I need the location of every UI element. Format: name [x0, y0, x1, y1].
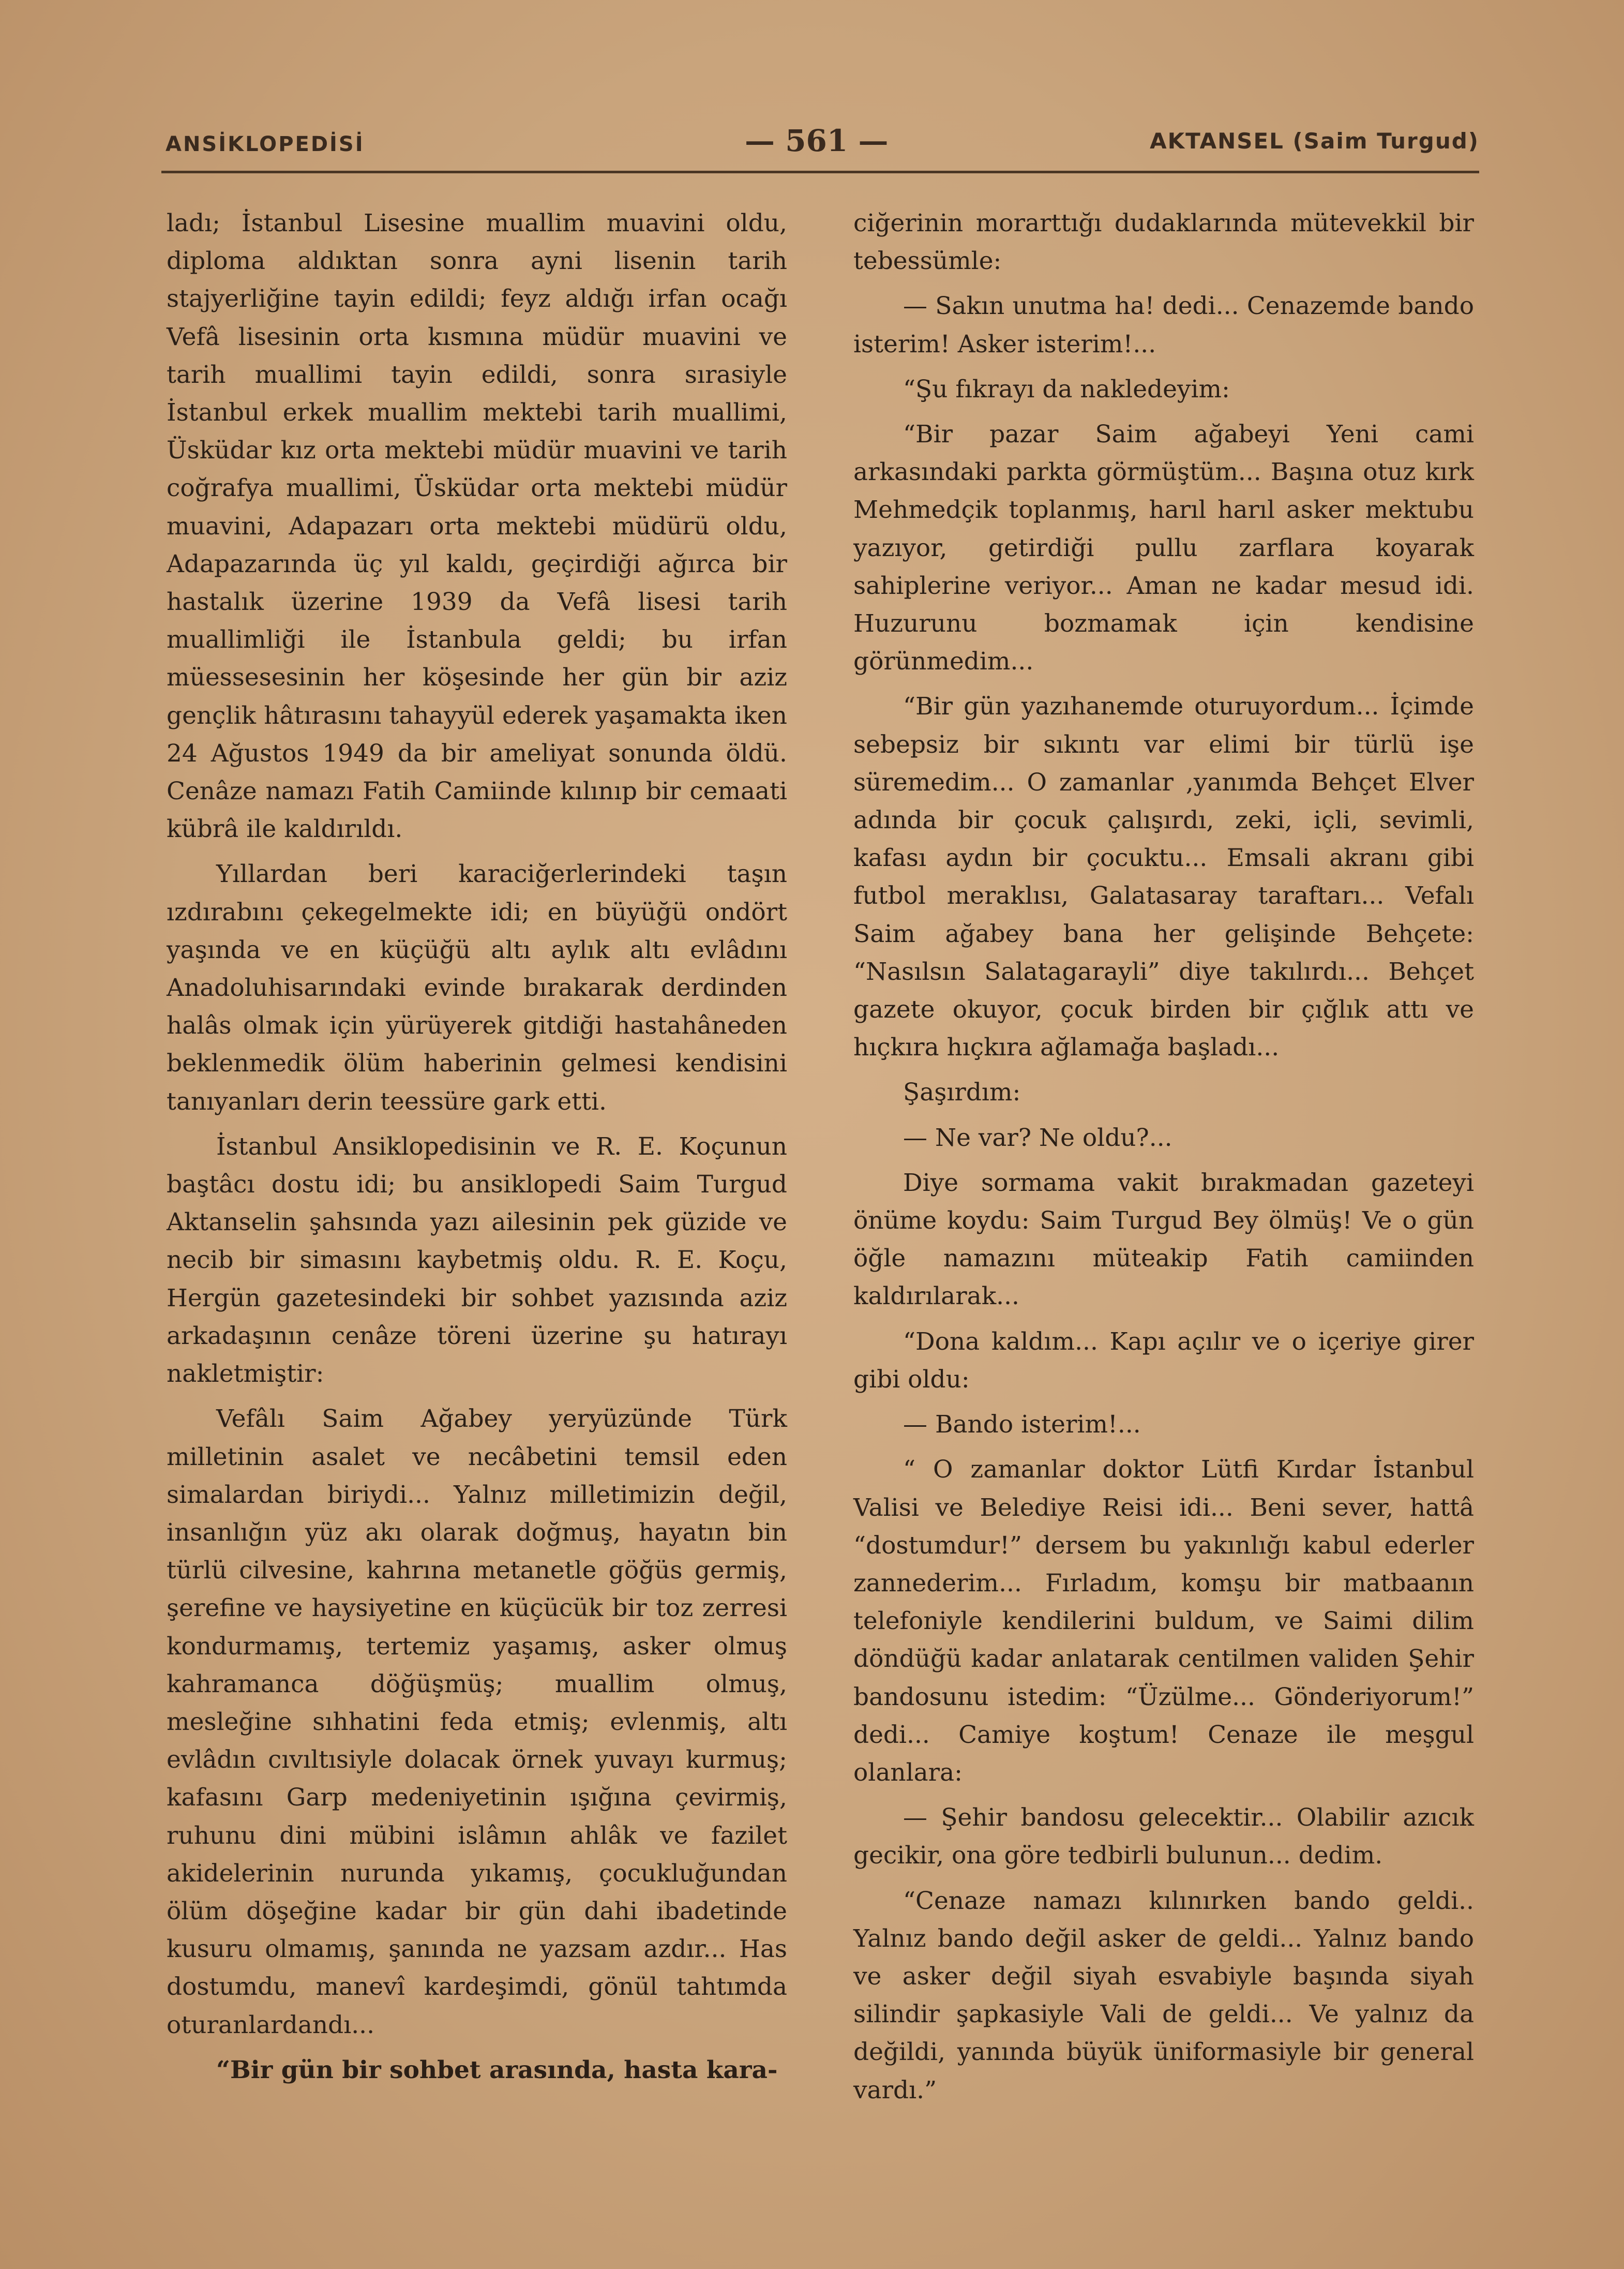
page-header [166, 123, 1479, 170]
paragraph: “Bir gün bir sohbet arasında, hasta kara- [216, 2055, 778, 2084]
paragraph: — Şehir bandosu gelecektir... Olabilir azıcık gecikir, ona göre tedbirli bulunun... dedim. [853, 1803, 1474, 1870]
page-number: — 561 — [745, 123, 889, 158]
paragraph: “Dona kaldım... Kapı açılır ve o içeriye girer gibi oldu: [853, 1327, 1474, 1394]
left-column [167, 204, 787, 2096]
paragraph: Vefâlı Saim Ağabey yeryüzünde Türk milletinin asalet ve necâbetini temsil eden simalardan biriydi... Yalnız milletimizin değil, insanlığın yüz akı olarak doğmuş, hayatın bin türlü cilvesine, kahrına metanetle göğüs germiş, şerefine ve haysiyetine en küçücük bir toz zerresi kondurmamış, tertemiz yaşamış, asker olmuş kahramanca döğüşmüş; muallim olmuş, mesleğine sıhhatini feda etmiş; evlenmiş, altı evlâdın cıvıltısiyle dolacak örnek yuvayı kurmuş; kafasını Garp medeniyetinin ışığına çevirmiş, ruhunu dini mübini islâmın ahlâk ve fazilet akidelerinin nurunda yıkamış, çocukluğundan ölüm döşeğine kadar bir gün dahi ibadetinde kusuru olmamış, şanında ne yazsam azdır... Has dostumdu, manevî kardeşimdi, gönül tahtımda oturanlardandı... [167, 1405, 787, 2039]
paragraph: — Bando isterim!... [903, 1410, 1141, 1439]
paragraph: İstanbul Ansiklopedisinin ve R. E. Koçunun baştâcı dostu idi; bu ansiklopedi Saim Turgud Aktanselin şahsında yazı ailesinin pek güzide ve necib bir simasını kaybetmiş oldu. R. E. Koçu, Hergün gazetesindeki bir sohbet yazısında aziz arkadaşının cenâze töreni üzerine şu hatırayı nakletmiştir: [167, 1132, 787, 1389]
paragraph: Şaşırdım: [903, 1078, 1021, 1107]
paragraph: “Cenaze namazı kılınırken bando geldi.. Yalnız bando değil asker de geldi... Yalnız bando ve asker değil siyah esvabiyle başında siyah silindir şapkasiyle Vali de geldi... Ve yalnız da değildi, yanında büyük üniformasiyle bir general vardı.” [853, 1886, 1474, 2104]
header-section-title: ANSİKLOPEDİSİ [166, 132, 365, 156]
paragraph: “Bir pazar Saim ağabeyi Yeni cami arkasındaki parkta görmüştüm... Başına otuz kırk Mehmedçik toplanmış, harıl harıl asker mektubu yazıyor, getirdiği pullu zarflara koyarak sahiplerine veriyor... Aman ne kadar mesud idi. Huzurunu bozmamak için kendisine görünmedim... [853, 420, 1474, 676]
paragraph: “Şu fıkrayı da nakledeyim: [903, 375, 1230, 404]
paragraph: “Bir gün yazıhanemde oturuyordum... İçimde sebepsiz bir sıkıntı var elimi bir türlü işe süremedim... O zamanlar ,yanımda Behçet Elver adında bir çocuk çalışırdı, zeki, içli, sevimli, kafası aydın bir çocuktu... Emsali akranı gibi futbol meraklısı, Galatasaray taraftarı... Vefalı Saim ağabey bana her gelişinde Behçete: “Nasılsın Salatagarayli” diye takılırdı... Behçet gazete okuyor, çocuk birden bir çığlık attı ve hıçkıra hıçkıra ağlamağa başladı... [853, 692, 1474, 1062]
paragraph: ladı; İstanbul Lisesine muallim muavini oldu, diploma aldıktan sonra ayni lisenin tarih stajyerliğine tayin edildi; feyz aldığı irfan ocağı Vefâ lisesinin orta kısmına müdür muavini ve tarih muallimi tayin edildi, sonra sırasiyle İstanbul erkek muallim mektebi tarih muallimi, Üsküdar kız orta mektebi müdür muavini ve tarih coğrafya muallimi, Üsküdar orta mektebi müdür muavini, Adapazarı orta mektebi müdürü oldu, Adapazarında üç yıl kaldı, geçirdiği ağırca bir hastalık üzerine 1939 da Vefâ lisesi tarih muallimliği ile İstanbula geldi; bu irfan müessesesinin her köşesinde her gün bir aziz gençlik hâtırasını tahayyül ederek yaşamakta iken 24 Ağustos 1949 da bir ameliyat sonunda öldü. Cenâze namazı Fatih Camiinde kılınıp bir cemaati kübrâ ile kaldırıldı. [167, 209, 787, 844]
header-rule [161, 171, 1479, 173]
paragraph: “ O zamanlar doktor Lütfi Kırdar İstanbul Valisi ve Belediye Reisi idi... Beni sever, hattâ “dostumdur!” dersem bu yakınlığı kabul ederler zannederim... Fırladım, komşu bir matbaanın telefoniyle kendilerini buldum, ve Saimi dilim döndüğü kadar anlatarak centilmen validen Şehir bandosunu istedim: “Üzülme... Gönderiyorum!” dedi... Camiye koştum! Cenaze ile meşgul olanlara: [853, 1455, 1474, 1787]
right-column [853, 204, 1474, 2116]
paragraph: ciğerinin morarttığı dudaklarında mütevekkil bir tebessümle: [853, 209, 1474, 276]
paragraph: Yıllardan beri karaciğerlerindeki taşın ızdırabını çekegelmekte idi; en büyüğü ondört yaşında ve en küçüğü altı aylık altı evlâdını Anadoluhisarındaki evinde bırakarak derdinden halâs olmak için yürüyerek gitdiği hastahâneden beklenmedik ölüm haberinin gelmesi kendisini tanıyanları derin teessüre gark etti. [167, 860, 787, 1116]
header-entry-title: AKTANSEL (Saim Turgud) [1150, 128, 1479, 154]
paragraph: Diye sormama vakit bırakmadan gazeteyi önüme koydu: Saim Turgud Bey ölmüş! Ve o gün öğle namazını müteakip Fatih camiinden kaldırılarak... [853, 1168, 1474, 1311]
paragraph: — Sakın unutma ha! dedi... Cenazemde bando isterim! Asker isterim!... [853, 292, 1474, 359]
paragraph: — Ne var? Ne oldu?... [903, 1123, 1172, 1152]
